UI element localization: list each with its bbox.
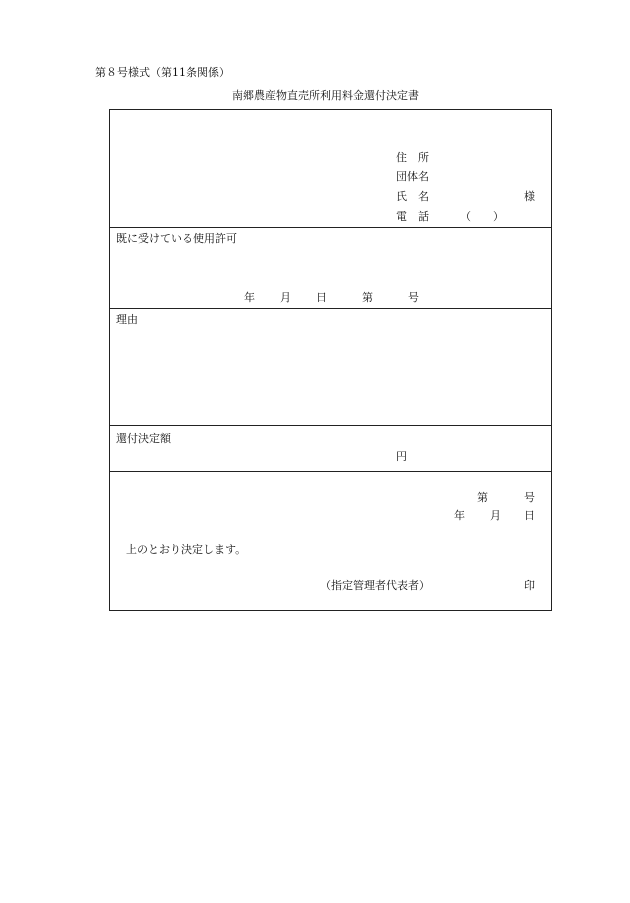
honorific: 様 [524,190,535,203]
divider [110,308,551,309]
group-name-label: 団体名 [396,170,429,183]
form-table [109,109,552,611]
permit-month: 月 [280,291,291,304]
decision-statement: 上のとおり決定します。 [126,543,247,556]
divider [110,227,551,228]
divider [110,471,551,472]
permit-number-suffix: 号 [408,291,419,304]
phone-label: 電 話 [396,210,429,223]
decision-month: 月 [490,509,501,522]
decision-day: 日 [524,509,535,522]
designated-manager-label: （指定管理者代表者） [320,579,430,592]
document-title: 南郷農産物直売所利用料金還付決定書 [232,89,419,102]
reason-label: 理由 [116,313,138,326]
permit-number-prefix: 第 [362,291,373,304]
yen-unit: 円 [396,450,407,463]
decision-year: 年 [454,509,465,522]
seal-mark: 印 [524,579,535,592]
refund-amount-label: 還付決定額 [116,432,171,445]
phone-area-code: （ ） [460,210,504,223]
divider [110,425,551,426]
permit-year: 年 [244,291,255,304]
name-label: 氏 名 [396,190,429,203]
permit-day: 日 [316,291,327,304]
decision-number-suffix: 号 [524,491,535,504]
decision-number-prefix: 第 [477,491,488,504]
address-label: 住 所 [396,151,429,164]
existing-permit-label: 既に受けている使用許可 [116,232,237,245]
form-number: 第８号様式（第11条関係） [95,66,230,79]
